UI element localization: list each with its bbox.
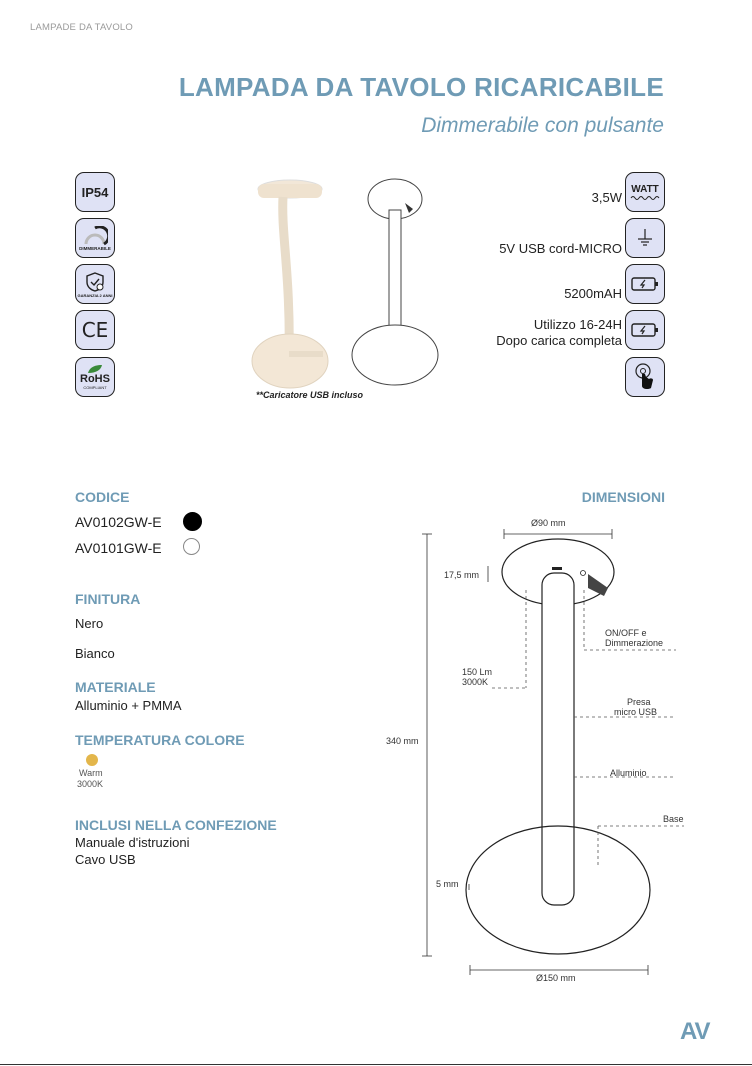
power-value: 3,5W: [591, 190, 622, 205]
warm-label: Warm: [79, 768, 103, 778]
dimensioni-heading: DIMENSIONI: [581, 489, 665, 505]
materiale-heading: MATERIALE: [75, 679, 156, 695]
temperatura-heading: TEMPERATURA COLORE: [75, 732, 245, 748]
rohs-badge: [75, 357, 115, 397]
top-diameter-label: Ø90 mm: [531, 518, 566, 528]
lamp-photo: [252, 180, 328, 388]
category-label: LAMPADE DA TAVOLO: [30, 22, 134, 33]
warranty-badge: [75, 264, 115, 304]
base-diameter-label: Ø150 mm: [536, 973, 576, 983]
dimmer-icon: [82, 226, 108, 248]
battery-spec: 5200mAH: [564, 286, 622, 301]
ce-label: CE: [81, 318, 109, 342]
code-black: AV0102GW-E: [75, 514, 162, 530]
ground-icon: [634, 227, 656, 249]
warm-kelvin: 3000K: [77, 779, 104, 789]
battery-charge-badge: [625, 310, 665, 350]
finitura-nero: Nero: [75, 616, 104, 631]
battery-charging-icon: [631, 322, 659, 338]
swatch-white: [183, 538, 200, 555]
lumen-label-line1: 150 Lm: [462, 667, 493, 677]
finitura-heading: FINITURA: [75, 591, 141, 607]
code-white: AV0101GW-E: [75, 540, 162, 556]
page-title: LAMPADA DA TAVOLO RICARICABILE: [178, 72, 664, 102]
onoff-label-line2: Dimmerazione: [605, 638, 664, 648]
alluminio-label: Alluminio: [610, 768, 647, 778]
wave-icon: [630, 195, 660, 201]
watt-badge: [625, 172, 665, 212]
base-label: Base: [663, 814, 684, 824]
usage-line2: Dopo carica completa: [496, 333, 622, 348]
battery-badge: [625, 264, 665, 304]
dimmerable-badge: [75, 218, 115, 258]
top-thickness-label: 17,5 mm: [444, 570, 480, 580]
rohs-compliant-label: COMPLIANT: [83, 385, 107, 390]
rohs-label: RoHS: [80, 373, 110, 385]
ip54-badge: [75, 172, 115, 212]
brand-logo: AV: [680, 1018, 710, 1045]
height-label: 340 mm: [386, 736, 419, 746]
base-thickness-label: 5 mm: [436, 879, 459, 889]
lumen-label-line2: 3000K: [462, 677, 489, 687]
shield-gear-icon: [84, 271, 106, 293]
inclusi-heading: INCLUSI NELLA CONFEZIONE: [75, 817, 277, 833]
lamp-outline-drawing: [352, 179, 438, 385]
finger-press-icon: [632, 362, 658, 392]
dimmerable-label: DIMMERABILE: [79, 245, 111, 251]
footer-rule: [0, 1064, 752, 1065]
product-images: [245, 175, 450, 390]
inclusi-cavo: Cavo USB: [75, 852, 136, 867]
inclusi-manuale: Manuale d'istruzioni: [75, 835, 190, 850]
watt-label: WATT: [631, 183, 659, 195]
ip54-label: IP54: [81, 184, 109, 200]
page-subtitle: Dimmerabile con pulsante: [421, 114, 664, 137]
codice-heading: CODICE: [75, 489, 130, 505]
materiale-value: Alluminio + PMMA: [75, 698, 182, 713]
cable-spec: 5V USB cord-MICRO: [499, 241, 622, 256]
onoff-label-line1: ON/OFF e: [605, 628, 647, 638]
usb-label-line2: micro USB: [614, 707, 658, 717]
usage-line1: Utilizzo 16-24H: [533, 317, 622, 332]
swatch-black: [183, 512, 202, 531]
ce-badge: [75, 310, 115, 350]
usb-label-line1: Presa: [627, 697, 651, 707]
finitura-bianco: Bianco: [75, 646, 115, 661]
photo-caption: **Caricatore USB incluso: [256, 390, 364, 400]
warranty-label: GARANZIA 2 ANNI: [77, 292, 113, 298]
warm-swatch: [86, 754, 98, 766]
battery-icon: [631, 276, 659, 292]
dimension-drawing: [380, 510, 700, 990]
touch-button-badge: [625, 357, 665, 397]
ground-badge: [625, 218, 665, 258]
